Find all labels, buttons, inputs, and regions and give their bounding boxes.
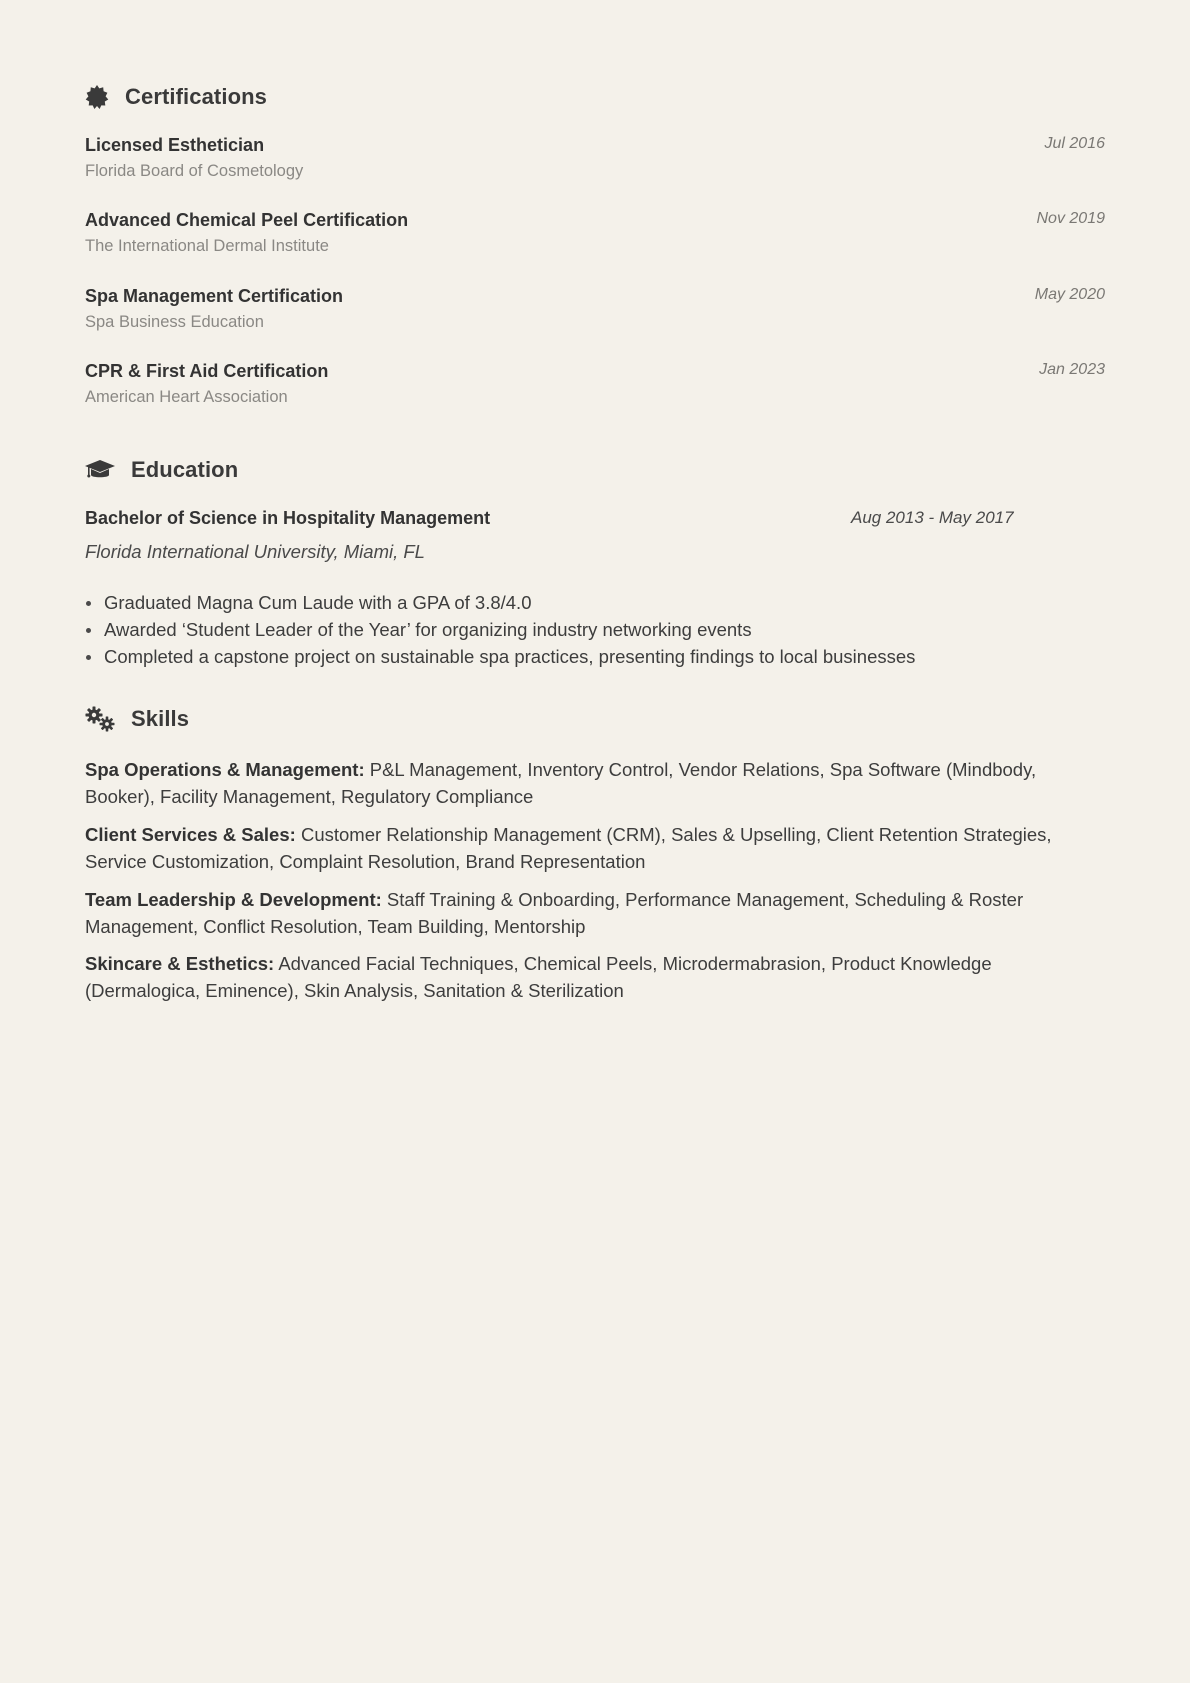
- certification-date: Jan 2023: [1039, 361, 1105, 378]
- certification-item: [85, 135, 1105, 187]
- list-item: Completed a capstone project on sustainable spa practices, presenting findings to local businesses: [85, 643, 1105, 670]
- education-achievements: [85, 589, 1105, 670]
- certification-name: Spa Management Certification: [85, 286, 344, 306]
- skill-group-label: Spa Operations & Management:: [85, 759, 365, 780]
- certifications-heading: [85, 80, 267, 114]
- section-title: Certifications: [125, 84, 267, 109]
- list-item: Graduated Magna Cum Laude with a GPA of 3.8/4.0: [85, 589, 1105, 616]
- certification-name: CPR & First Aid Certification: [85, 361, 329, 381]
- certification-issuer: Spa Business Education: [85, 313, 264, 331]
- skill-group: [85, 886, 1105, 940]
- certification-date: Nov 2019: [1036, 210, 1105, 227]
- skill-group-text: P&L Management, Inventory Control, Vendor Relations, Spa Software (Mindbody, Booker), Facility Management, Regulatory Compliance: [85, 759, 1037, 807]
- education-school: Florida International University, Miami, FL: [85, 541, 425, 562]
- certification-item: [85, 361, 1105, 413]
- education-heading: [85, 453, 238, 487]
- graduation-cap-icon: [85, 457, 117, 483]
- badge-icon: [85, 84, 111, 110]
- certification-issuer: The International Dermal Institute: [85, 237, 329, 255]
- education-degree: Bachelor of Science in Hospitality Management: [85, 508, 491, 528]
- certification-date: May 2020: [1034, 286, 1105, 303]
- skills-heading: [85, 702, 189, 736]
- section-title: Education: [131, 457, 239, 482]
- certification-name: Advanced Chemical Peel Certification: [85, 210, 409, 230]
- certification-name: Licensed Esthetician: [85, 135, 265, 155]
- gears-icon: [85, 706, 117, 732]
- skill-group: [85, 756, 1105, 810]
- certification-item: [85, 210, 1105, 262]
- skill-group-text: Staff Training & Onboarding, Performance Management, Scheduling & Roster Management, Conflict Resolution, Team Building, Mentorship: [85, 889, 1024, 937]
- education-dates: Aug 2013 - May 2017: [851, 508, 1014, 527]
- certification-issuer: Florida Board of Cosmetology: [85, 162, 304, 180]
- skill-group: [85, 821, 1105, 875]
- bullet-icon: [86, 601, 91, 606]
- certification-date: Jul 2016: [1044, 135, 1105, 152]
- bullet-icon: [86, 655, 91, 660]
- list-item: Awarded ‘Student Leader of the Year’ for organizing industry networking events: [85, 616, 1105, 643]
- certification-item: [85, 286, 1105, 338]
- skill-group-label: Client Services & Sales:: [85, 824, 296, 845]
- skill-group-label: Skincare & Esthetics:: [85, 953, 275, 974]
- section-title: Skills: [131, 706, 190, 731]
- skill-group-text: Advanced Facial Techniques, Chemical Peels, Microdermabrasion, Product Knowledge (Dermalogica, Eminence), Skin Analysis, Sanitation & Sterilization: [85, 953, 992, 1001]
- skill-group-label: Team Leadership & Development:: [85, 889, 382, 910]
- skill-group: [85, 950, 1105, 1004]
- skill-group-text: Customer Relationship Management (CRM), Sales & Upselling, Client Retention Strategies, Service Customization, Complaint Resolution, Brand Representation: [85, 824, 1052, 872]
- bullet-icon: [86, 628, 91, 633]
- certification-issuer: American Heart Association: [85, 388, 288, 406]
